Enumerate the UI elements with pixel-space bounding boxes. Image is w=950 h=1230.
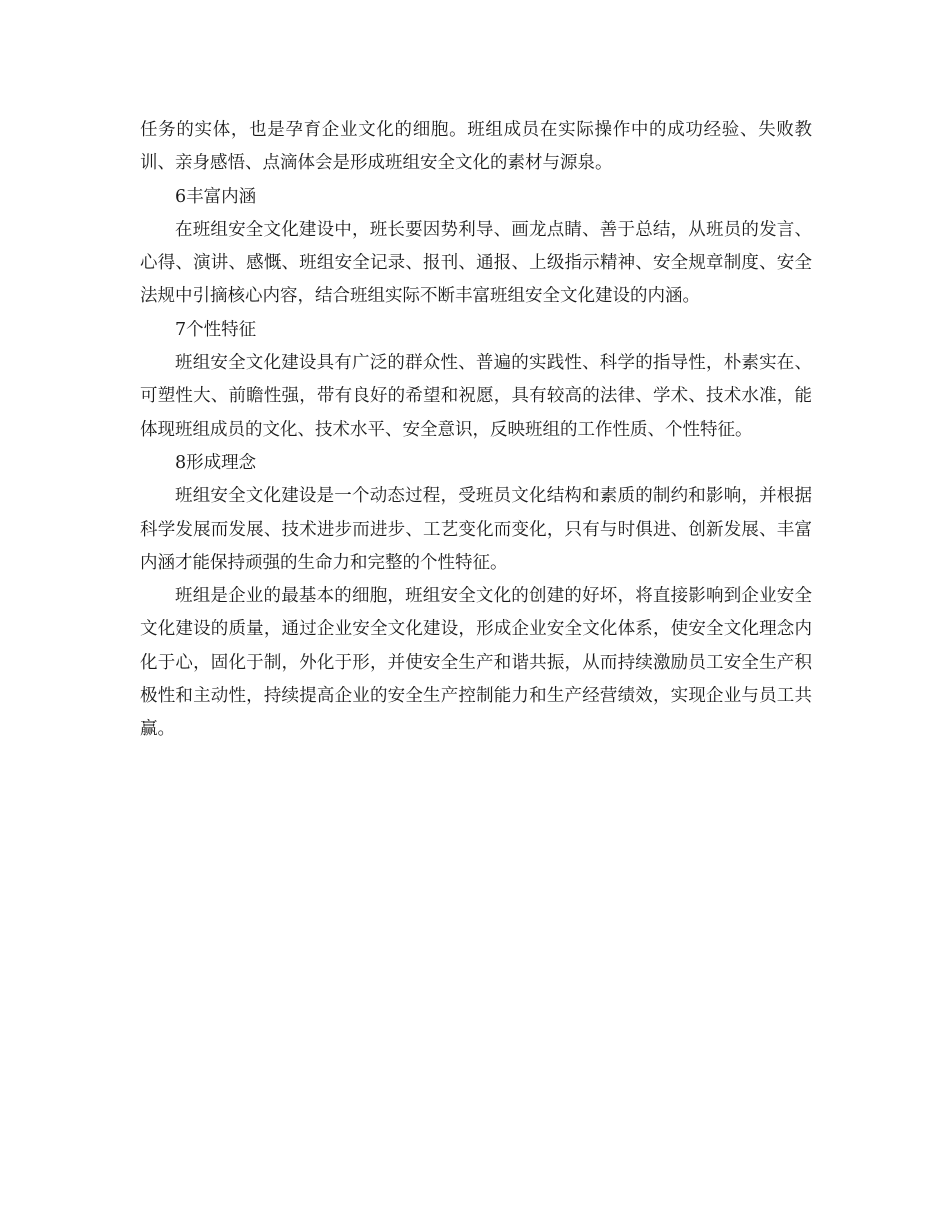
section-heading-6: 6丰富内涵: [175, 186, 257, 207]
paragraph-continued: 任务的实体，也是孕育企业文化的细胞。班组成员在实际操作中的成功经验、失败教训、亲身感悟、点滴体会是形成班组安全文化的素材与源泉。: [140, 120, 812, 174]
section-heading-7: 7个性特征: [175, 319, 257, 340]
document-page: [140, 114, 812, 747]
paragraph-rich-connotation: 在班组安全文化建设中，班长要因势利导、画龙点睛、善于总结，从班员的发言、心得、演讲、感慨、班组安全记录、报刊、通报、上级指示精神、安全规章制度、安全法规中引摘核心内容，结合班组实际不断丰富班组安全文化建设的内涵。: [140, 219, 812, 307]
section-heading-8: 8形成理念: [175, 452, 257, 473]
paragraph-conclusion: 班组是企业的最基本的细胞，班组安全文化的创建的好坏，将直接影响到企业安全文化建设的质量，通过企业安全文化建设，形成企业安全文化体系，使安全文化理念内化于心，固化于制，外化于形，并使安全生产和谐共振，从而持续激励员工安全生产积极性和主动性，持续提高企业的安全生产控制能力和生产经营绩效，实现企业与员工共赢。: [140, 586, 812, 740]
paragraph-personality-traits: 班组安全文化建设具有广泛的群众性、普遍的实践性、科学的指导性，朴素实在、可塑性大、前瞻性强，带有良好的希望和祝愿，具有较高的法律、学术、技术水准，能体现班组成员的文化、技术水平、安全意识，反映班组的工作性质、个性特征。: [140, 353, 812, 440]
paragraph-forming-concept: 班组安全文化建设是一个动态过程，受班员文化结构和素质的制约和影响，并根据科学发展而发展、技术进步而进步、工艺变化而变化，只有与时俱进、创新发展、丰富内涵才能保持顽强的生命力和完整的个性特征。: [140, 486, 812, 573]
